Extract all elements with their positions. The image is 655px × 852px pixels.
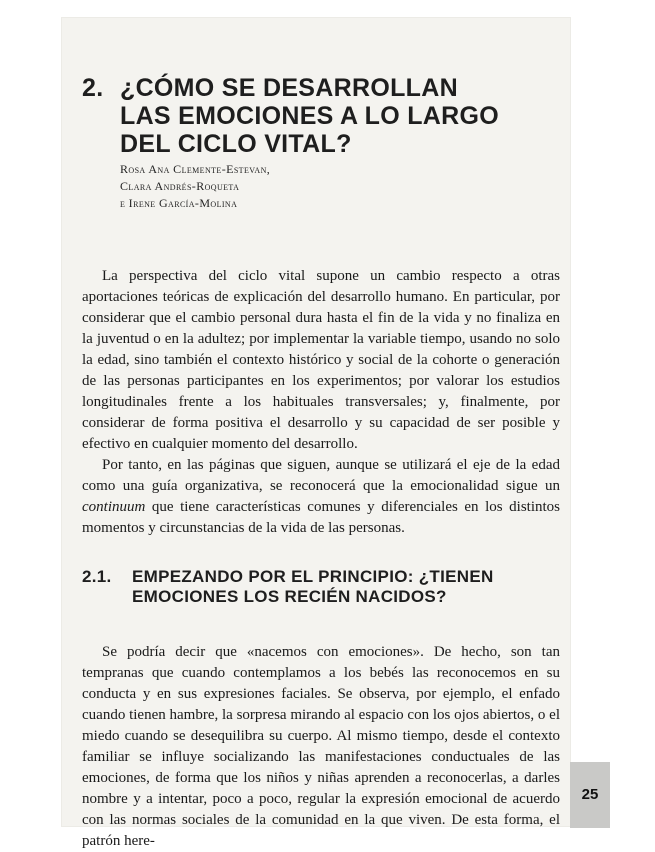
emphasis-continuum: continuum xyxy=(82,499,146,515)
intro-paragraph: La perspectiva del ciclo vital supone un cambio respecto a otras aportaciones teóricas de explicación del desarrollo humano. En particular, por considerar que el cambio personal dura hasta el fin de la vida y no finaliza en la juventud o en la adultez; por implementar la variable tiempo, usando no solo la edad, sino también el contexto histórico y social de la cohorte o generación de las personas participantes en los experimentos; por valorar los estudios longitudinales frente a los habituales transversales; y, finalmente, por considerar de forma positiva el desarrollo y su capacidad de ser posible y efectivo en cualquier momento del desarrollo. xyxy=(82,268,560,452)
chapter-number: 2. xyxy=(82,74,104,102)
section-number: 2.1. xyxy=(82,567,112,586)
intro-p2-start: Por tanto, en las páginas que siguen, aunque se utilizará el eje de la edad como una guía organizativa, se reconocerá que la emocionalidad sigue un xyxy=(82,457,560,494)
book-page xyxy=(62,18,570,849)
author-list xyxy=(120,161,270,212)
section-text xyxy=(82,642,560,852)
author-line: Clara Andrés-Roqueta xyxy=(120,179,240,193)
section-heading xyxy=(82,567,502,607)
page-number: 25 xyxy=(581,786,599,803)
chapter-title: ¿CÓMO SE DESARROLLAN LAS EMOCIONES A LO LARGO DEL CICLO VITAL? xyxy=(120,74,499,158)
intro-text xyxy=(82,266,560,539)
intro-paragraph-2 xyxy=(82,455,560,539)
intro-p2-end: que tiene características comunes y diferenciales en los distintos momentos y circunstancias de la vida de las personas. xyxy=(82,499,560,536)
section-paragraph: Se podría decir que «nacemos con emociones». De hecho, son tan tempranas que cuando contemplamos a los bebés las reconocemos en su conducta y en sus expresiones faciales. Se observa, por ejemplo, el enfado cuando tienen hambre, la sorpresa mirando al espacio con los ojos abiertos, o el miedo cuando se desequilibra su cuerpo. Al mismo tiempo, desde el contexto familiar se influye socializando las manifestaciones conductuales de las emociones, de forma que los niños y niñas aprenden a reconocerlas, a darles nombre y a intentar, poco a poco, regular la expresión emocional de acuerdo con las normas sociales de la comunidad en la que viven. De esta forma, el patrón here- xyxy=(82,644,560,849)
chapter-heading xyxy=(82,74,502,158)
author-line: Rosa Ana Clemente-Estevan, xyxy=(120,162,271,176)
author-line: e Irene García-Molina xyxy=(120,196,238,210)
section-title: EMPEZANDO POR EL PRINCIPIO: ¿TIENEN EMOCIONES LOS RECIÉN NACIDOS? xyxy=(132,567,494,606)
